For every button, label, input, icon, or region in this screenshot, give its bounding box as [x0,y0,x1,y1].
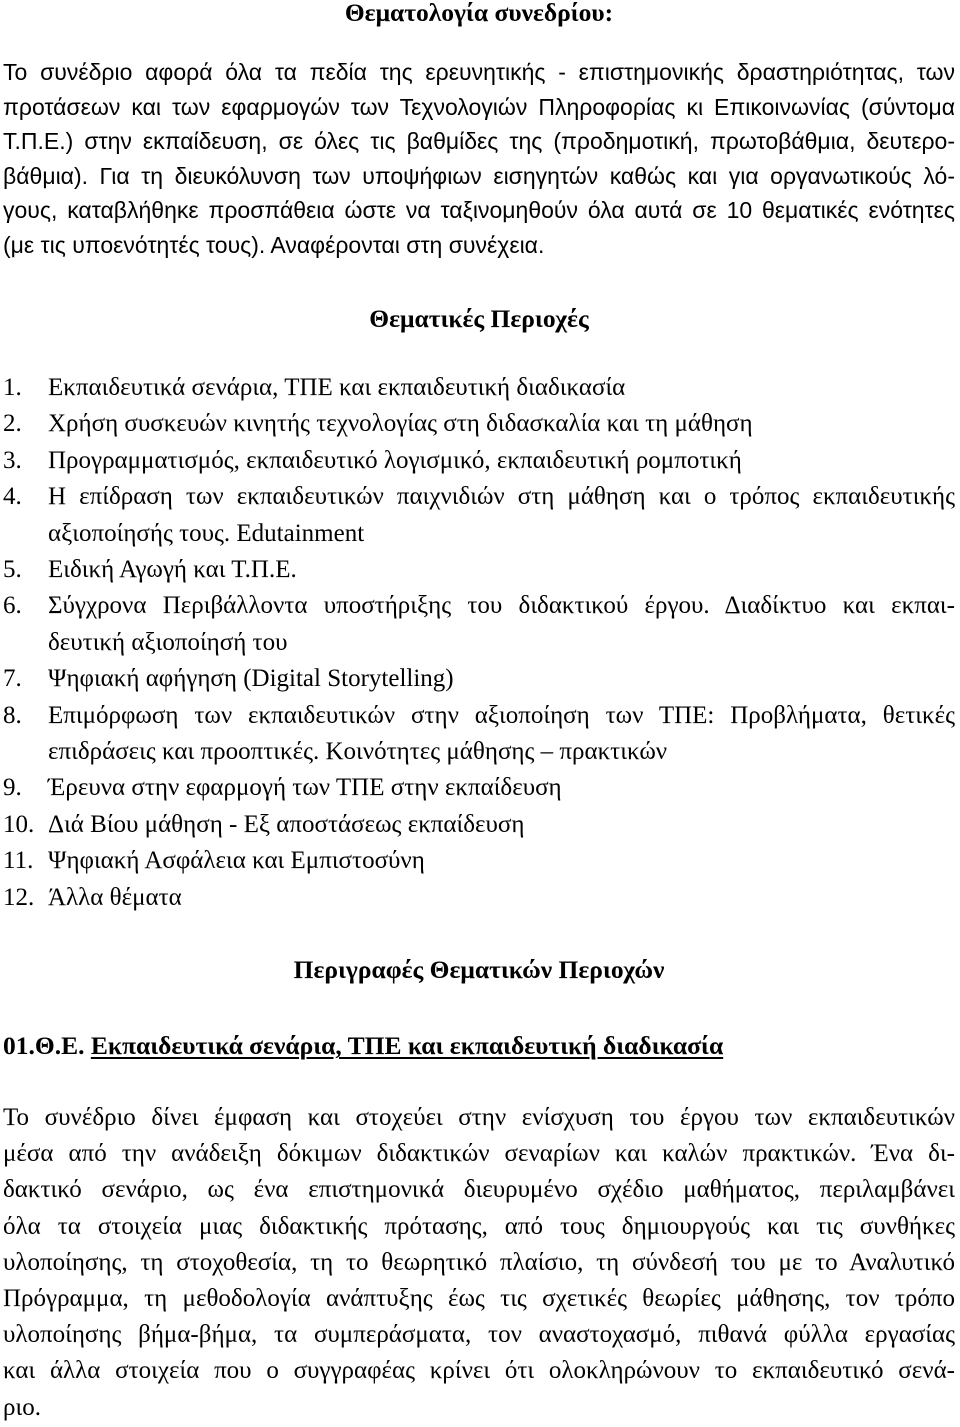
topic-text-line: Σύγχρονα Περιβάλλοντα υποστήριξης του διδακτικού έργου. Διαδίκτυο και εκπαι- [48,592,955,620]
section-line: και άλλα στοιχεία που ο συγγραφέας κρίνει ότι ολοκληρώνουν το εκπαιδευτικό σενά- [3,1357,955,1385]
topic-item [3,843,955,879]
topic-number: 11. [3,847,34,875]
intro-line: (με τις υποενότητές τους). Αναφέρονται στη συνέχεια. [3,231,545,258]
topic-text-line: Ψηφιακή Ασφάλεια και Εμπιστοσύνη [48,847,425,875]
intro-paragraph [3,55,955,263]
topic-text-line: Διά Βίου μάθηση - Εξ αποστάσεως εκπαίδευση [48,810,525,838]
topic-number: 5. [3,556,22,584]
topic-text-line: Επιμόρφωση των εκπαιδευτικών στην αξιοποίηση των ΤΠΕ: Προβλήματα, θετικές [48,701,955,729]
intro-line: Τ.Π.Ε.) στην εκπαίδευση, σε όλες τις βαθμίδες της (προδημοτική, πρωτοβάθμια, δευτερο- [3,128,955,155]
topic-item [3,880,955,916]
topic-text-line: Ψηφιακή αφήγηση (Digital Storytelling) [48,665,454,693]
topics-heading: Θεματικές Περιοχές [369,304,589,333]
intro-line: γους, καταβλήθηκε προσπάθεια ώστε να ταξινομηθούν όλα αυτά σε 10 θεματικές ενότητες [3,197,955,224]
topic-number: 2. [3,410,22,438]
section-title: Εκπαιδευτικά σενάρια, ΤΠΕ και εκπαιδευτική διαδικασία [90,1031,724,1060]
topic-item [3,588,955,661]
topic-item [3,770,955,806]
topic-text-line: Χρήση συσκευών κινητής τεχνολογίας στη διδασκαλία και τη μάθηση [48,410,753,438]
topic-item [3,443,955,479]
topic-number: 7. [3,665,22,693]
topic-item [3,552,955,588]
topic-item [3,370,955,406]
topic-number: 10. [3,810,35,838]
section-line: μέσα από την ανάδειξη δόκιμων διδακτικών σεναρίων και καλών πρακτικών. Ένα δι- [3,1140,955,1168]
section-line: υλοποίησης βήμα-βήμα, τα συμπεράσματα, τον αναστοχασμό, πιθανά φύλλα εργασίας [3,1321,955,1349]
topic-item [3,698,955,771]
topic-text-line: δευτική αξιοποίησή του [48,628,288,656]
section-paragraph [3,1100,955,1426]
topic-text-line: Άλλα θέματα [48,883,182,911]
topic-item [3,661,955,697]
section-line: ριο. [3,1393,41,1421]
topic-text-line: Ειδική Αγωγή και Τ.Π.Ε. [48,556,297,584]
topic-number: 9. [3,774,22,802]
topic-number: 3. [3,446,22,474]
topic-number: 6. [3,592,22,620]
topic-text-line: Έρευνα στην εφαρμογή των ΤΠΕ στην εκπαίδευση [48,774,562,802]
topic-number: 1. [3,374,22,401]
topic-text-line: αξιοποίησής τους. Edutainment [48,519,365,547]
topic-text-line: Η επίδραση των εκπαιδευτικών παιχνιδιών στη μάθηση και ο τρόπος εκπαιδευτικής [48,483,955,511]
topic-item [3,406,955,442]
intro-line: βάθμια). Για τη διευκόλυνση των υποψήφιων εισηγητών καθώς και για οργανωτικούς λό- [3,162,955,189]
topic-text-line: επιδράσεις και προοπτικές. Κοινότητες μάθησης – πρακτικών [48,738,668,766]
topic-item [3,479,955,552]
page-title: Θεματολογία συνεδρίου: [344,0,614,27]
section-line: υλοποίησης, τη στοχοθεσία, τη το θεωρητικό πλαίσιο, τη σύνδεσή του με το Αναλυτικό [3,1248,955,1276]
intro-line: προτάσεων και των εφαρμογών των Τεχνολογιών Πληροφορίας κι Επικοινωνίας (σύντομα [3,93,955,120]
topic-number: 12. [3,883,35,911]
section-line: Πρόγραμμα, τη μεθοδολογία ανάπτυξης έως τις σχετικές θεωρίες μάθησης, τον τρόπο [3,1285,955,1313]
section-line: όλα τα στοιχεία μιας διδακτικής πρότασης, από τους δημιουργούς και τις συνθήκες [3,1212,955,1240]
section-code: 01.Θ.Ε. [3,1031,85,1060]
section-line: δακτικό σενάριο, ως ένα επιστημονικά διευρυμένο σχέδιο μαθήματος, περιλαμβάνει [3,1176,955,1204]
section-heading [3,1028,955,1064]
descriptions-heading: Περιγραφές Θεματικών Περιοχών [293,955,665,984]
topic-item [3,807,955,843]
intro-line: Το συνέδριο αφορά όλα τα πεδία της ερευνητικής - επιστημονικής δραστηριότητας, των [3,59,955,85]
topics-list [3,370,955,916]
topic-text-line: Εκπαιδευτικά σενάρια, ΤΠΕ και εκπαιδευτική διαδικασία [48,374,626,401]
topic-number: 4. [3,483,22,511]
topic-text-line: Προγραμματισμός, εκπαιδευτικό λογισμικό, εκπαιδευτική ρομποτική [48,446,742,474]
topic-number: 8. [3,701,22,729]
section-line: Το συνέδριο δίνει έμφαση και στοχεύει στην ενίσχυση του έργου των εκπαιδευτικών [3,1104,955,1131]
